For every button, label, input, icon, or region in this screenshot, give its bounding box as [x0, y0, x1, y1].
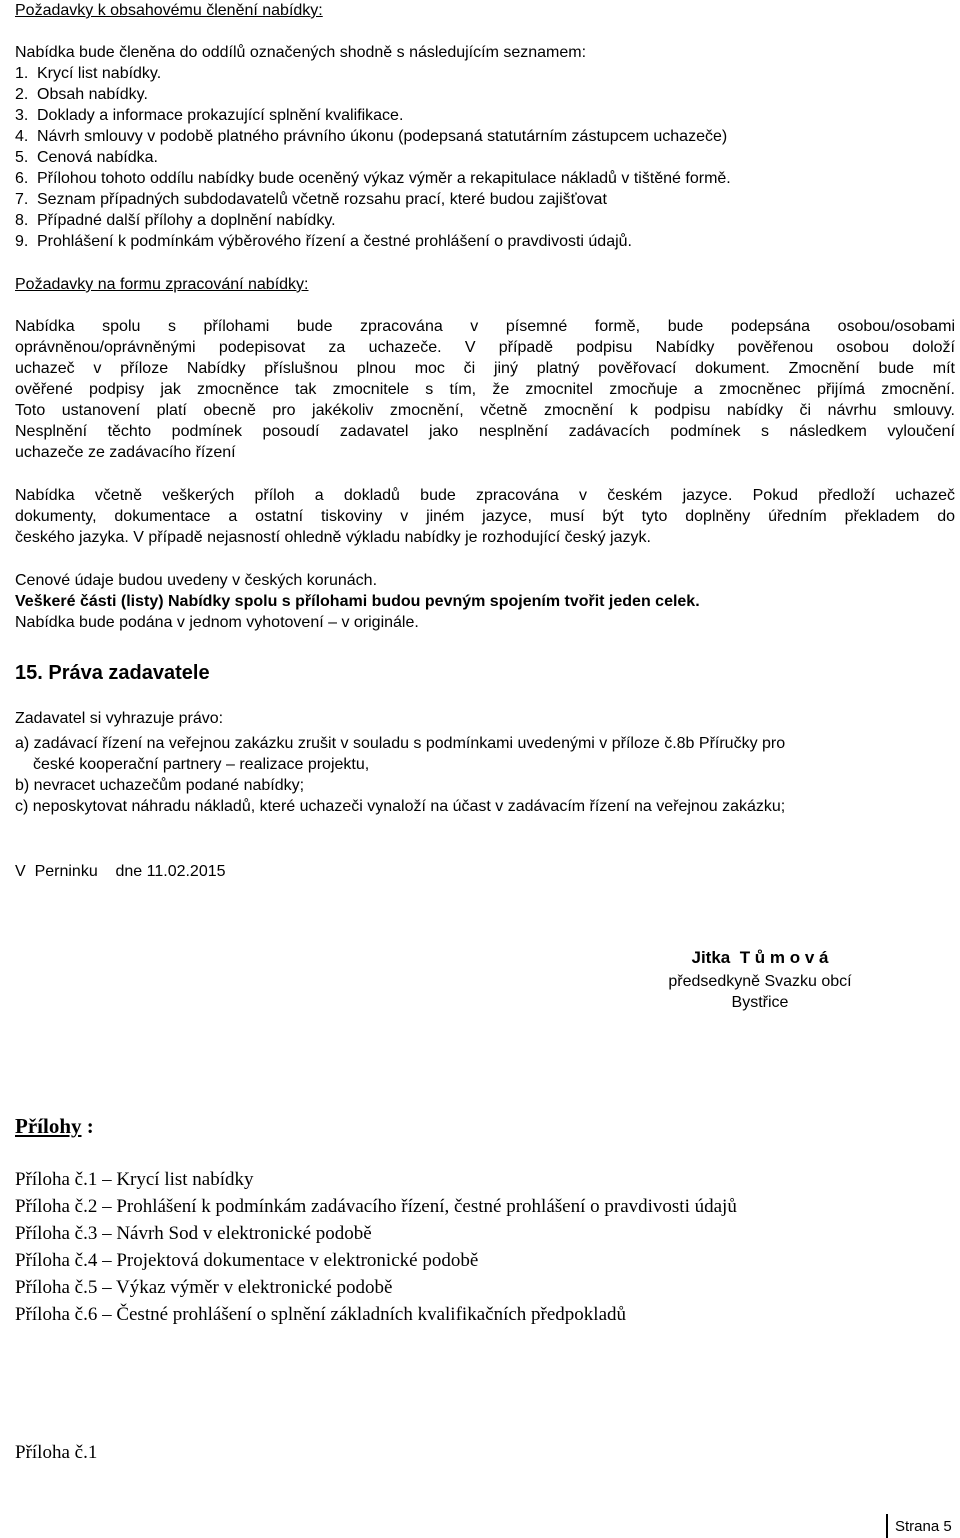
- paragraph-form-2: Nabídka včetně veškerých příloh a dokladů bude zpracována v českém jazyce. Pokud předloží uchazeč dokumenty, dokumentace a ostatní tiskoviny v jiném jazyce, musí být tyto doplněny úředním překladem do českého jazyka. V případě nejasností ohledně výkladu nabídky je rozhodující český jazyk.: [15, 487, 955, 546]
- page-number: Strana 5: [895, 1518, 952, 1535]
- list-item: Příloha č.5 – Výkaz výměr v elektronické podobě: [15, 1277, 393, 1298]
- list-item: Příloha č.1 – Krycí list nabídky: [15, 1169, 254, 1190]
- paragraph-form-1: Nabídka spolu s přílohami bude zpracována v písemné formě, bude podepsána osobou/osobami oprávněnou/oprávněnými podepisovat za uchazeče. V případě podpisu Nabídky pověřenou osobou doloží uchazeč v příloze Nabídky příslušnou plnou moc či jiný platný pověřovací dokument. Zmocnění bude mít ověřené podpisy jak zmocněnce tak zmocnitele s tím, že zmocnitel zmocňuje a zmocněnec přijímá zmocnění. Toto ustanovení platí obecně pro jakékoliv zmocnění, včetně zmocnění k podpisu nabídky či návrhu smlouvy. Nesplnění těchto podmínek posoudí zadavatel jako nesplnění zadávacích podmínek s následkem vyloučení uchazeče ze zadávacího řízení: [15, 318, 955, 461]
- rights-item-a-cont: české kooperační partnery – realizace projektu,: [33, 756, 370, 773]
- intro-text: Nabídka bude členěna do oddílů označených shodně s následujícím seznamem:: [15, 44, 587, 61]
- list-item: 1. Krycí list nabídky.: [15, 65, 162, 82]
- attachments-list: [15, 1166, 955, 1328]
- list-item: Příloha č.6 – Čestné prohlášení o splnění základních kvalifikačních předpokladů: [15, 1304, 626, 1325]
- structure-list: [15, 63, 955, 252]
- rights-item-c: c) neposkytovat náhradu nákladů, které uchazeči vynaloží na účast v zadávacím řízení na veřejnou zakázku;: [15, 798, 786, 815]
- list-item: 2. Obsah nabídky.: [15, 86, 148, 103]
- list-item: 8. Případné další přílohy a doplnění nabídky.: [15, 212, 336, 229]
- section-heading-rights: 15. Práva zadavatele: [15, 662, 210, 684]
- signature-org: Bystřice: [731, 994, 789, 1011]
- list-item: Příloha č.3 – Návrh Sod v elektronické podobě: [15, 1223, 372, 1244]
- rights-list: [15, 733, 955, 817]
- footer-divider: [886, 1514, 888, 1538]
- rights-item-b: b) nevracet uchazečům podané nabídky;: [15, 777, 305, 794]
- section-heading-form: Požadavky na formu zpracování nabídky:: [15, 276, 309, 293]
- signature-name: Jitka T ů m o v á: [691, 948, 829, 967]
- list-item: 5. Cenová nabídka.: [15, 149, 158, 166]
- section-content-structure: [15, 0, 955, 252]
- list-item: 4. Návrh smlouvy v podobě platného právního úkonu (podepsaná statutárním zástupcem uchazeče): [15, 128, 728, 145]
- rights-item-a: a) zadávací řízení na veřejnou zakázku zrušit v souladu s podmínkami uvedenými v příloze č.8b Příručky pro: [15, 735, 786, 752]
- paragraph-form-3: Cenové údaje budou uvedeny v českých korunách. Veškeré části (listy) Nabídky spolu s přílohami budou pevným spojením tvořit jeden celek. Nabídka bude podána v jednom vyhotovení – v originále.: [15, 572, 700, 631]
- place-date: V Perninku dne 11.02.2015: [15, 863, 226, 880]
- bottom-attachment-label: Příloha č.1: [15, 1442, 98, 1463]
- list-item: 3. Doklady a informace prokazující splnění kvalifikace.: [15, 107, 404, 124]
- rights-intro: Zadavatel si vyhrazuje právo:: [15, 710, 224, 727]
- list-item: 9. Prohlášení k podmínkám výběrového řízení a čestné prohlášení o pravdivosti údajů.: [15, 233, 632, 250]
- attachments-heading: Přílohy :: [15, 1114, 94, 1138]
- list-item: Příloha č.2 – Prohlášení k podmínkám zadávacího řízení, čestné prohlášení o pravdivosti údajů: [15, 1196, 737, 1217]
- list-item: 6. Přílohou tohoto oddílu nabídky bude oceněný výkaz výměr a rekapitulace nákladů v tištěné formě.: [15, 170, 731, 187]
- section-heading: Požadavky k obsahovému členění nabídky:: [15, 2, 323, 19]
- list-item: 7. Seznam případných subdodavatelů včetně rozsahu prací, které budou zajišťovat: [15, 191, 607, 208]
- list-item: Příloha č.4 – Projektová dokumentace v elektronické podobě: [15, 1250, 479, 1271]
- signature-role: předsedkyně Svazku obcí: [668, 973, 852, 990]
